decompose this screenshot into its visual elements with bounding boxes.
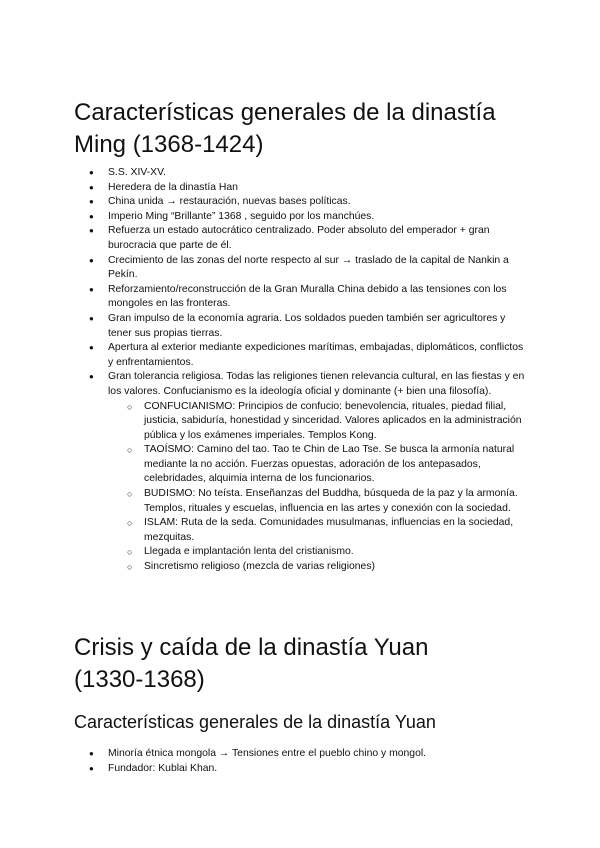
sub-list-item: ○ ISLAM: Ruta de la seda. Comunidades musulmanas, influencias en la sociedad, mezquitas. bbox=[127, 517, 514, 543]
sub-list-item: ○ Sincretismo religioso (mezcla de varias religiones) bbox=[108, 560, 530, 575]
list-item: ● Reforzamiento/reconstrucción de la Gran Muralla China debido a las tensiones con los mongoles en las fronteras. bbox=[89, 283, 507, 310]
list-item: ● Crecimiento de las zonas del norte respecto al sur → traslado de la capital de Nankin a Pekín. bbox=[89, 254, 509, 281]
section-yuan-title-line2: (1330-1368) bbox=[74, 666, 205, 693]
circle-bullet-icon: ○ bbox=[127, 445, 133, 456]
bullet-icon: ● bbox=[89, 255, 94, 265]
bullet-icon: ● bbox=[89, 211, 94, 221]
list-item: ● Gran tolerancia religiosa. Todas las religiones tienen relevancia cultural, en las fiestas y en los valores. Confucianismo es la ideología oficial y dominante (+ bien una filosofía). ○ CONFUCIANISMO: Principios de confucio: benevolencia, rituales, piedad filial, justicia, sabiduría, honestidad y sinceridad. Valores aplicados en la administración pública y los exámenes imperiales. Templos Kong. ○ TAOÍSMO: Camino del tao. Tao te Chin de Lao Tse. Se busca la armonía natural mediante la no acción. Fuerzas opuestas, adoración de los antepasados, celebridades, alquimia interna de los funcionarios. ○ BUDISMO: No teísta. Enseñanzas del Buddha, búsqueda de la paz y la armonía. Templos, rituales y escuelas, influencia en las artes y conexión con la sociedad. ○ ISLAM: Ruta de la seda. Comunidades musulmanas, influencias en la sociedad, mezquitas. ○ Llegada e implantación lenta del cristianismo. ○ Sincretismo religioso (mezcla de varias religiones) bbox=[80, 370, 530, 574]
sub-list-item: ○ CONFUCIANISMO: Principios de confucio: benevolencia, rituales, piedad filial, justicia, sabiduría, honestidad y sinceridad. Valores aplicados en la administración pública y los exámenes imperiales. Templos Kong. bbox=[127, 400, 522, 441]
bullet-icon: ● bbox=[89, 763, 94, 773]
bullet-icon: ● bbox=[89, 343, 94, 353]
list-item: ● Fundador: Kublai Khan. bbox=[80, 762, 530, 777]
ming-bullet-list bbox=[80, 166, 530, 575]
yuan-bullet-list bbox=[80, 747, 530, 776]
list-item: ● Apertura al exterior mediante expediciones marítimas, embajadas, diplomáticos, conflictos y enfrentamientos. bbox=[89, 342, 524, 368]
sub-list-item: ○ BUDISMO: No teísta. Enseñanzas del Buddha, búsqueda de la paz y la armonía. Templos, rituales y escuelas, influencia en las artes y conexión con la sociedad. bbox=[127, 488, 518, 514]
bullet-icon: ● bbox=[89, 168, 94, 177]
section-ming-title-line2: Ming (1368-1424) bbox=[74, 131, 264, 158]
list-item: ● Refuerza un estado autocrático centralizado. Poder absoluto del emperador + gran burocracia que parte de él. bbox=[89, 225, 490, 251]
circle-bullet-icon: ○ bbox=[127, 489, 133, 500]
religion-sub-list bbox=[108, 400, 530, 575]
list-item: ● China unida → restauración, nuevas bases políticas. bbox=[80, 195, 530, 210]
circle-bullet-icon: ○ bbox=[127, 547, 133, 558]
sub-list-item: ○ Llegada e implantación lenta del cristianismo. bbox=[108, 545, 530, 560]
bullet-icon: ● bbox=[89, 749, 94, 758]
circle-bullet-icon: ○ bbox=[127, 518, 133, 529]
list-item: ● Imperio Ming “Brillante” 1368 , seguido por los manchúes. bbox=[80, 210, 530, 225]
circle-bullet-icon: ○ bbox=[127, 401, 133, 412]
bullet-icon: ● bbox=[89, 182, 94, 192]
list-item: ● Gran impulso de la economía agraria. Los soldados pueden también ser agricultores y tener sus propias tierras. bbox=[89, 312, 506, 339]
bullet-icon: ● bbox=[89, 313, 94, 323]
section-yuan-title bbox=[74, 632, 534, 696]
sub-list-item: ○ TAOÍSMO: Camino del tao. Tao te Chin de Lao Tse. Se busca la armonía natural mediante la no acción. Fuerzas opuestas, adoración de los antepasados, celebridades, alquimia interna de los funcionarios. bbox=[127, 444, 515, 485]
section-yuan-title-line1: Crisis y caída de la dinastía Yuan bbox=[74, 634, 429, 661]
bullet-icon: ● bbox=[89, 226, 94, 236]
list-item: ● Minoría étnica mongola → Tensiones entre el pueblo chino y mongol. bbox=[80, 747, 530, 762]
list-item: ● S.S. XIV-XV. bbox=[80, 166, 530, 181]
list-item: ● Heredera de la dinastía Han bbox=[80, 181, 530, 196]
section-yuan-subtitle: Características generales de la dinastía Yuan bbox=[74, 712, 436, 732]
circle-bullet-icon: ○ bbox=[127, 562, 133, 573]
section-ming-title bbox=[74, 97, 534, 161]
bullet-icon: ● bbox=[89, 284, 94, 294]
bullet-icon: ● bbox=[89, 197, 94, 207]
bullet-icon: ● bbox=[89, 372, 94, 382]
section-ming-title-line1: Características generales de la dinastía bbox=[74, 99, 496, 126]
